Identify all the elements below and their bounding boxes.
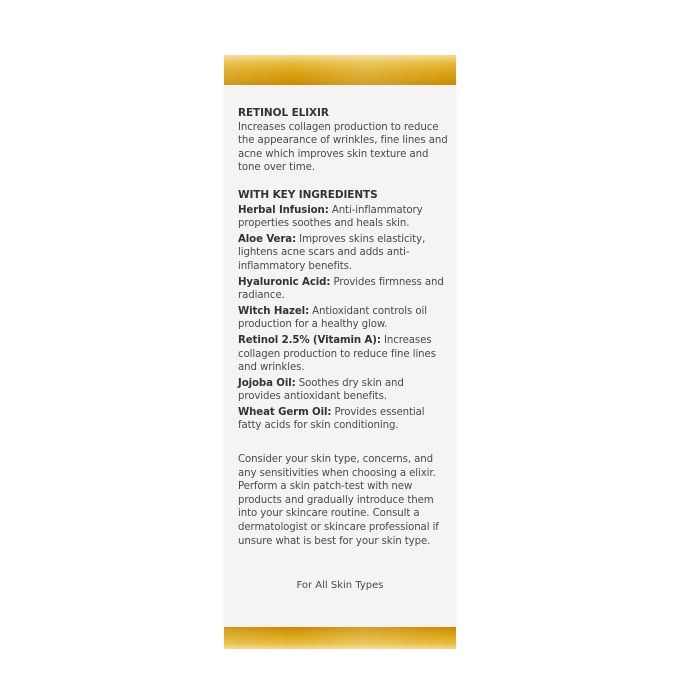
product-title: RETINOL ELIXIR bbox=[238, 107, 329, 119]
ingredient-text: Provides firmness and radiance. bbox=[238, 276, 444, 302]
ingredient-item bbox=[238, 377, 448, 404]
ingredient-name: Wheat Germ Oil: bbox=[238, 406, 332, 418]
ingredient-item bbox=[238, 406, 448, 433]
ingredient-name: Hyaluronic Acid: bbox=[238, 276, 331, 288]
ingredient-item bbox=[238, 305, 448, 332]
ingredient-text: Improves skins elasticity, lightens acne scars and adds anti-inflammatory benefits. bbox=[238, 233, 426, 272]
product-box bbox=[224, 55, 456, 649]
gold-foil-bottom-band bbox=[224, 627, 456, 649]
ingredient-name: Herbal Infusion: bbox=[238, 204, 329, 216]
ingredient-item bbox=[238, 204, 448, 231]
ingredient-text: Antioxidant controls oil production for a healthy glow. bbox=[238, 305, 427, 331]
ingredient-item bbox=[238, 233, 448, 274]
box-text-panel bbox=[238, 107, 448, 548]
ingredient-name: Witch Hazel: bbox=[238, 305, 310, 317]
ingredient-name: Aloe Vera: bbox=[238, 233, 297, 245]
ingredient-text: Increases collagen production to reduce fine lines and wrinkles. bbox=[238, 334, 436, 374]
ingredients-heading: WITH KEY INGREDIENTS bbox=[238, 188, 378, 201]
ingredient-name: Jojoba Oil: bbox=[238, 377, 296, 389]
skin-type-label: For All Skin Types bbox=[296, 580, 384, 591]
ingredient-item bbox=[238, 276, 448, 303]
ingredient-text: Anti-inflammatory properties soothes and heals skin. bbox=[238, 204, 423, 230]
ingredient-text: Provides essential fatty acids for skin conditioning. bbox=[238, 406, 425, 432]
ingredient-name: Retinol 2.5% (Vitamin A): bbox=[238, 334, 381, 346]
usage-advice: Consider your skin type, concerns, and any sensitivities when choosing a elixir. Perform a skin patch-test with new products and gradually introduce them into your skincare routine. Consult a dermatologist or skincare professional if unsure what is best for your skin type. bbox=[238, 454, 439, 547]
ingredients-list bbox=[238, 204, 448, 434]
gold-foil-top-band bbox=[224, 55, 456, 85]
ingredient-text: Soothes dry skin and provides antioxidant benefits. bbox=[238, 377, 404, 403]
ingredient-item bbox=[238, 334, 448, 375]
product-description: Increases collagen production to reduce the appearance of wrinkles, fine lines and acne which improves skin texture and tone over time. bbox=[238, 121, 448, 174]
